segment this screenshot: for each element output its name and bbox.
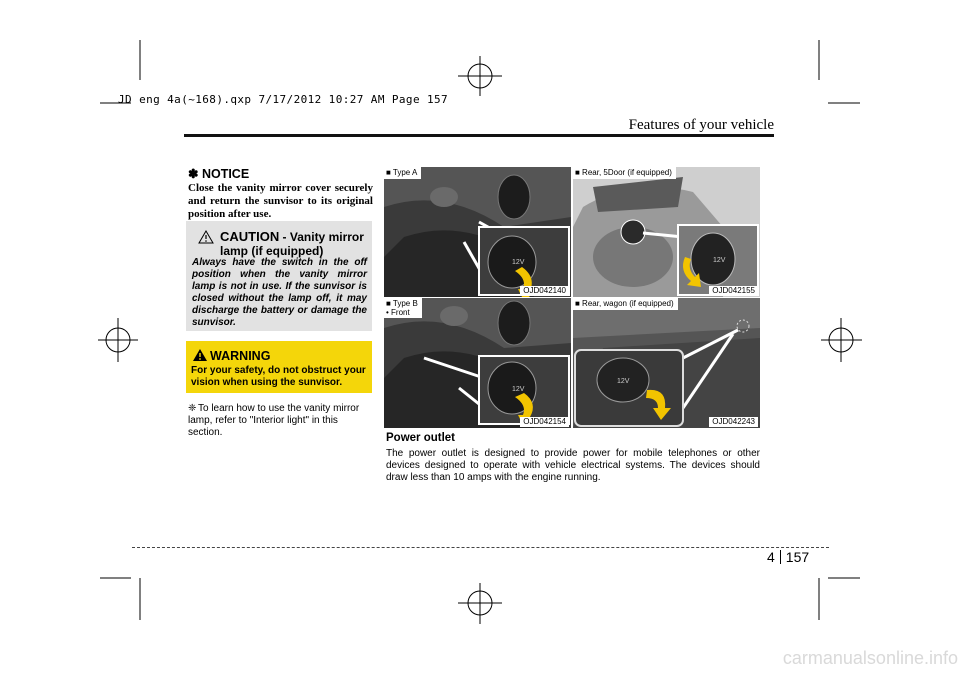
caution-title [220,230,368,258]
section-header: Features of your vehicle [628,117,774,133]
caution-triangle-icon [198,230,214,244]
photo-type-a [384,167,571,297]
photo-rear-5door-illustration [573,167,760,297]
warning-box [186,341,372,393]
socket-label: 12V [617,378,630,385]
socket-label: 12V [512,259,525,266]
header-rule [184,134,774,137]
caution-title-sub: - Vanity mirror lamp (if equipped) [220,230,364,258]
photo-label: ■ Rear, wagon (if equipped) [573,298,678,310]
warning-body: For your safety, do not obstruct your vision when using the sunvisor. [191,365,366,388]
photo-label: ■ Type A [384,167,421,179]
page-number-separator [780,550,781,564]
photo-code: OJD042155 [709,286,758,296]
photo-label [384,298,422,318]
warning-triangle-icon [192,348,208,362]
socket-label: 12V [512,386,525,393]
reference-symbol: ❈ [188,403,197,414]
warning-title: WARNING [210,349,271,363]
photo-rear-wagon-illustration [573,298,760,428]
photo-label: ■ Rear, 5Door (if equipped) [573,167,676,179]
page-number-value: 157 [785,549,810,565]
chapter-number: 4 [767,549,775,565]
notice-body: Close the vanity mirror cover securely and return the sunvisor to its original position after use. [188,182,373,220]
photo-type-a-illustration [384,167,571,297]
photo-code: OJD042154 [520,417,569,427]
photo-rear-wagon [573,298,760,428]
caution-body: Always have the switch in the off position when the vanity mirror lamp is not in use. If the sunvisor is closed without the lamp off, it may discharge the battery or damage the sunvisor. [192,257,367,328]
photo-type-b [384,298,571,428]
caution-box [186,221,372,331]
photo-label-main: ■ Type B [386,299,418,308]
reference-text: To learn how to use the vanity mirror lamp, refer to "Interior light" in this section. [188,403,360,438]
page-number [767,549,809,565]
print-slug: JD eng 4a(~168).qxp 7/17/2012 10:27 AM Page 157 [118,93,449,106]
footer-dotted-rule [132,547,829,548]
socket-label: 12V [713,257,726,264]
watermark: carmanualsonline.info [782,648,958,668]
photo-label-sub: • Front [386,308,410,317]
photo-rear-5door [573,167,760,297]
power-outlet-body: The power outlet is designed to provide power for mobile telephones or other devices designed to operate with vehicle electrical systems. The devices should draw less than 10 amps with the engine running. [386,448,760,483]
photo-code: OJD042243 [709,417,758,427]
power-outlet-title: Power outlet [386,432,456,444]
reference-note [188,403,373,439]
notice-title: ✽ NOTICE [188,167,250,181]
caution-title-main: CAUTION [220,229,280,244]
photo-code: OJD042140 [520,286,569,296]
